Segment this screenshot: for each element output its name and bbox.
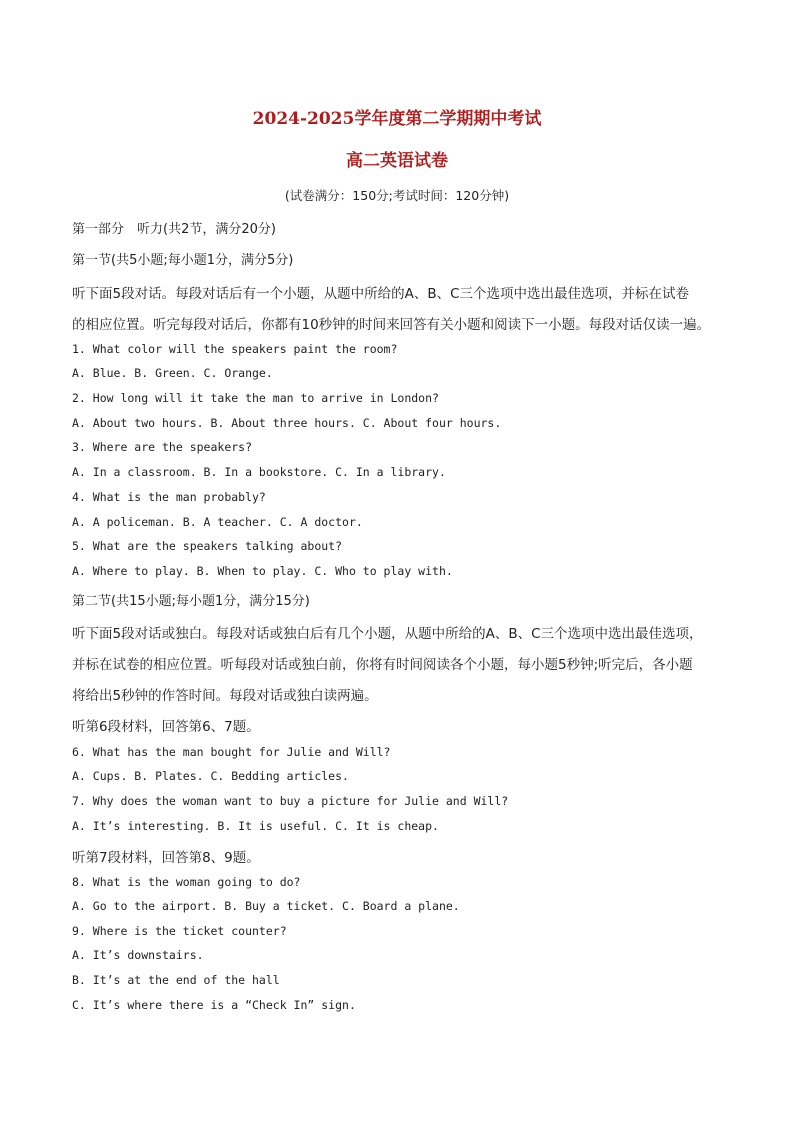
section2-instruction-line-3: 将给出5秒钟的作答时间。每段对话或独白读两遍。 <box>72 688 378 704</box>
question-8-options: A. Go to the airport. B. Buy a ticket. C. Board a plane. <box>72 899 460 913</box>
question-5-options: A. Where to play. B. When to play. C. Who to play with. <box>72 564 453 578</box>
question-1: 1. What color will the speakers paint the room? <box>72 342 398 356</box>
question-7-options: A. It’s interesting. B. It is useful. C. It is cheap. <box>72 819 439 833</box>
question-4-options: A. A policeman. B. A teacher. C. A doctor. <box>72 515 363 529</box>
question-6: 6. What has the man bought for Julie and Will? <box>72 745 391 759</box>
question-9: 9. Where is the ticket counter? <box>72 924 287 938</box>
section1-heading: 第一节(共5小题;每小题1分，满分5分) <box>72 253 294 268</box>
section2-instruction-line-1: 听下面5段对话或独白。每段对话或独白后有几个小题，从题中所给的A、B、C三个选项中选出最佳选项， <box>72 626 703 642</box>
question-9-option-c: C. It’s where there is a “Check In” sign. <box>72 998 356 1012</box>
question-4: 4. What is the man probably? <box>72 490 266 504</box>
question-9-option-a: A. It’s downstairs. <box>72 948 204 962</box>
question-7: 7. Why does the woman want to buy a picture for Julie and Will? <box>72 794 509 808</box>
question-2-options: A. About two hours. B. About three hours. C. About four hours. <box>72 416 502 430</box>
question-3: 3. Where are the speakers? <box>72 440 253 454</box>
section1-instruction-line-1: 听下面5段对话。每段对话后有一个小题，从题中所给的A、B、C三个选项中选出最佳选项，并标在试卷 <box>72 286 690 302</box>
exam-subtitle: 高二英语试卷 <box>346 151 448 171</box>
question-1-options: A. Blue. B. Green. C. Orange. <box>72 366 273 380</box>
part1-heading: 第一部分 听力(共2节，满分20分) <box>72 222 276 237</box>
question-3-options: A. In a classroom. B. In a bookstore. C. In a library. <box>72 465 446 479</box>
material-7-heading: 听第7段材料，回答第8、9题。 <box>72 850 260 866</box>
question-9-option-b: B. It’s at the end of the hall <box>72 973 280 987</box>
question-2: 2. How long will it take the man to arrive in London? <box>72 391 439 405</box>
exam-title: 2024-2025学年度第二学期期中考试 <box>252 109 542 129</box>
question-8: 8. What is the woman going to do? <box>72 875 301 889</box>
section2-heading: 第二节(共15小题;每小题1分，满分15分) <box>72 594 310 609</box>
question-5: 5. What are the speakers talking about? <box>72 539 343 553</box>
section2-instruction-line-2: 并标在试卷的相应位置。听每段对话或独白前，你将有时间阅读各个小题，每小题5秒钟;听完后，各小题 <box>72 657 693 673</box>
material-6-heading: 听第6段材料，回答第6、7题。 <box>72 719 260 735</box>
question-6-options: A. Cups. B. Plates. C. Bedding articles. <box>72 769 349 783</box>
exam-note: (试卷满分：150分;考试时间：120分钟) <box>284 188 510 203</box>
section1-instruction-line-2: 的相应位置。听完每段对话后，你都有10秒钟的时间来回答有关小题和阅读下一小题。每段对话仅读一遍。 <box>72 317 711 333</box>
